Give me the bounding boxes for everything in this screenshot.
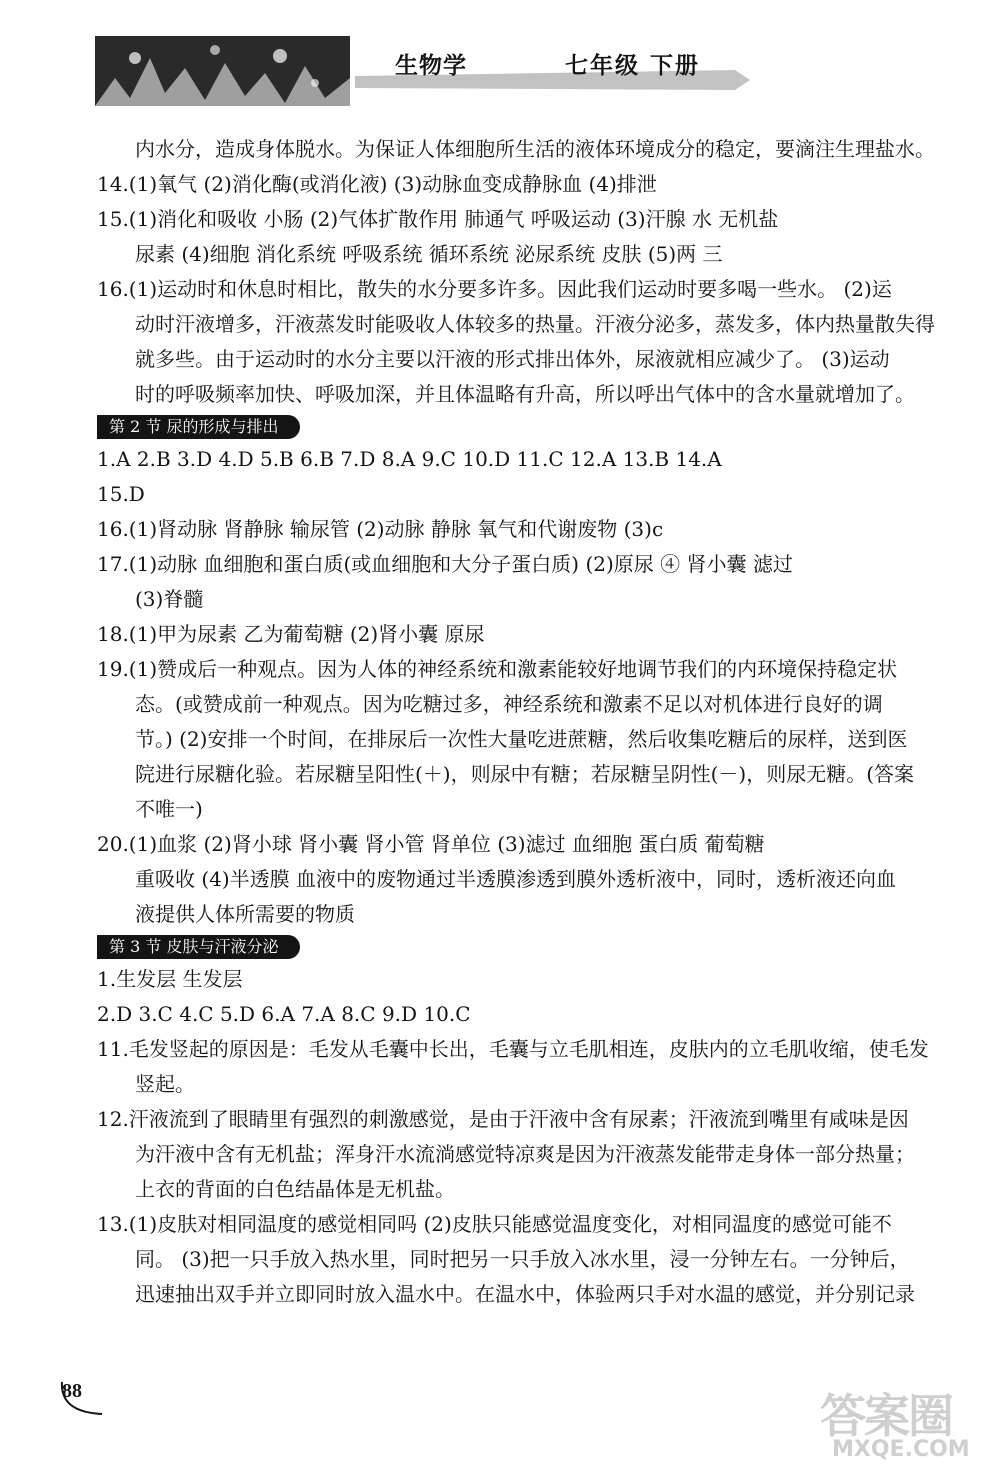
text-line: 2.D 3.C 4.C 5.D 6.A 7.A 8.C 9.D 10.C <box>97 1002 471 1026</box>
text-line: 上衣的背面的白色结晶体是无机盐。 <box>135 1177 455 1201</box>
text-line: 1.生发层 生发层 <box>97 967 243 991</box>
text-line: 院进行尿糖化验。若尿糖呈阳性(＋)，则尿中有糖；若尿糖呈阴性(－)，则尿无糖。(答案 <box>135 762 915 786</box>
text-line: (3)脊髓 <box>135 587 204 611</box>
text-line: 不唯一) <box>135 797 203 821</box>
text-line: 15.D <box>97 482 145 506</box>
text-line: 1.A 2.B 3.D 4.D 5.B 6.B 7.D 8.A 9.C 10.D 11.C 12.A 13.B 14.A <box>97 447 722 471</box>
text-line: 态。(或赞成前一种观点。因为吃糖过多，神经系统和激素不足以对机体进行良好的调 <box>135 692 883 716</box>
page-number: 88 <box>62 1380 82 1402</box>
text-line: 液提供人体所需要的物质 <box>135 902 355 926</box>
text-line: 内水分，造成身体脱水。为保证人体细胞所生活的液体环境成分的稳定，要滴注生理盐水。 <box>135 137 935 161</box>
text-line: 15.(1)消化和吸收 小肠 (2)气体扩散作用 肺通气 呼吸运动 (3)汗腺 水 无机盐 <box>97 207 779 231</box>
text-line: 13.(1)皮肤对相同温度的感觉相同吗 (2)皮肤只能感觉温度变化，对相同温度的感觉可能不 <box>97 1212 892 1236</box>
text-line: 时的呼吸频率加快、呼吸加深，并且体温略有升高，所以呼出气体中的含水量就增加了。 <box>135 382 915 406</box>
watermark-logo: 答案圈 <box>820 1389 952 1443</box>
text-line: 迅速抽出双手并立即同时放入温水中。在温水中，体验两只手对水温的感觉，并分别记录 <box>135 1282 915 1306</box>
text-line: 节。) (2)安排一个时间，在排尿后一次性大量吃进蔗糖，然后收集吃糖后的尿样，送到医 <box>135 727 908 751</box>
text-line: 14.(1)氧气 (2)消化酶(或消化液) (3)动脉血变成静脉血 (4)排泄 <box>97 172 657 196</box>
subject-title: 生物学 <box>395 52 467 79</box>
text-line: 20.(1)血浆 (2)肾小球 肾小囊 肾小管 肾单位 (3)滤过 血细胞 蛋白质 葡萄糖 <box>97 832 765 856</box>
text-line: 19.(1)赞成后一种观点。因为人体的神经系统和激素能较好地调节我们的内环境保持稳定状 <box>97 657 898 681</box>
text-line: 12.汗液流到了眼睛里有强烈的刺激感觉，是由于汗液中含有尿素；汗液流到嘴里有咸味是因 <box>97 1107 909 1131</box>
text-line: 16.(1)运动时和休息时相比，散失的水分要多许多。因此我们运动时要多喝一些水。 (2)运 <box>97 277 892 301</box>
text-line: 11.毛发竖起的原因是：毛发从毛囊中长出，毛囊与立毛肌相连，皮肤内的立毛肌收缩，使毛发 <box>97 1037 929 1061</box>
section-heading-3: 第 3 节 皮肤与汗液分泌 <box>97 935 300 959</box>
text-line: 竖起。 <box>135 1072 195 1096</box>
watermark-url: MXQE.COM <box>832 1437 970 1462</box>
answer-content <box>97 132 947 1312</box>
grade-title: 七年级 下册 <box>565 52 701 79</box>
text-line: 16.(1)肾动脉 肾静脉 输尿管 (2)动脉 静脉 氧气和代谢废物 (3)c <box>97 517 664 541</box>
text-line: 同。 (3)把一只手放入热水里，同时把另一只手放入冰水里，浸一分钟左右。一分钟后， <box>135 1247 910 1271</box>
text-line: 动时汗液增多，汗液蒸发时能吸收人体较多的热量。汗液分泌多，蒸发多，体内热量散失得 <box>135 312 935 336</box>
text-line: 18.(1)甲为尿素 乙为葡萄糖 (2)肾小囊 原尿 <box>97 622 485 646</box>
text-line: 17.(1)动脉 血细胞和蛋白质(或血细胞和大分子蛋白质) (2)原尿 ④ 肾小囊 滤过 <box>97 552 793 576</box>
text-line: 为汗液中含有无机盐；浑身汗水流淌感觉特凉爽是因为汗液蒸发能带走身体一部分热量； <box>135 1142 915 1166</box>
section-heading-2: 第 2 节 尿的形成与排出 <box>97 415 300 439</box>
text-line: 就多些。由于运动时的水分主要以汗液的形式排出体外，尿液就相应减少了。 (3)运动 <box>135 347 890 371</box>
header-decoration-image <box>95 28 365 108</box>
text-line: 重吸收 (4)半透膜 血液中的废物通过半透膜渗透到膜外透析液中，同时，透析液还向血 <box>135 867 897 891</box>
text-line: 尿素 (4)细胞 消化系统 呼吸系统 循环系统 泌尿系统 皮肤 (5)两 三 <box>135 242 723 266</box>
